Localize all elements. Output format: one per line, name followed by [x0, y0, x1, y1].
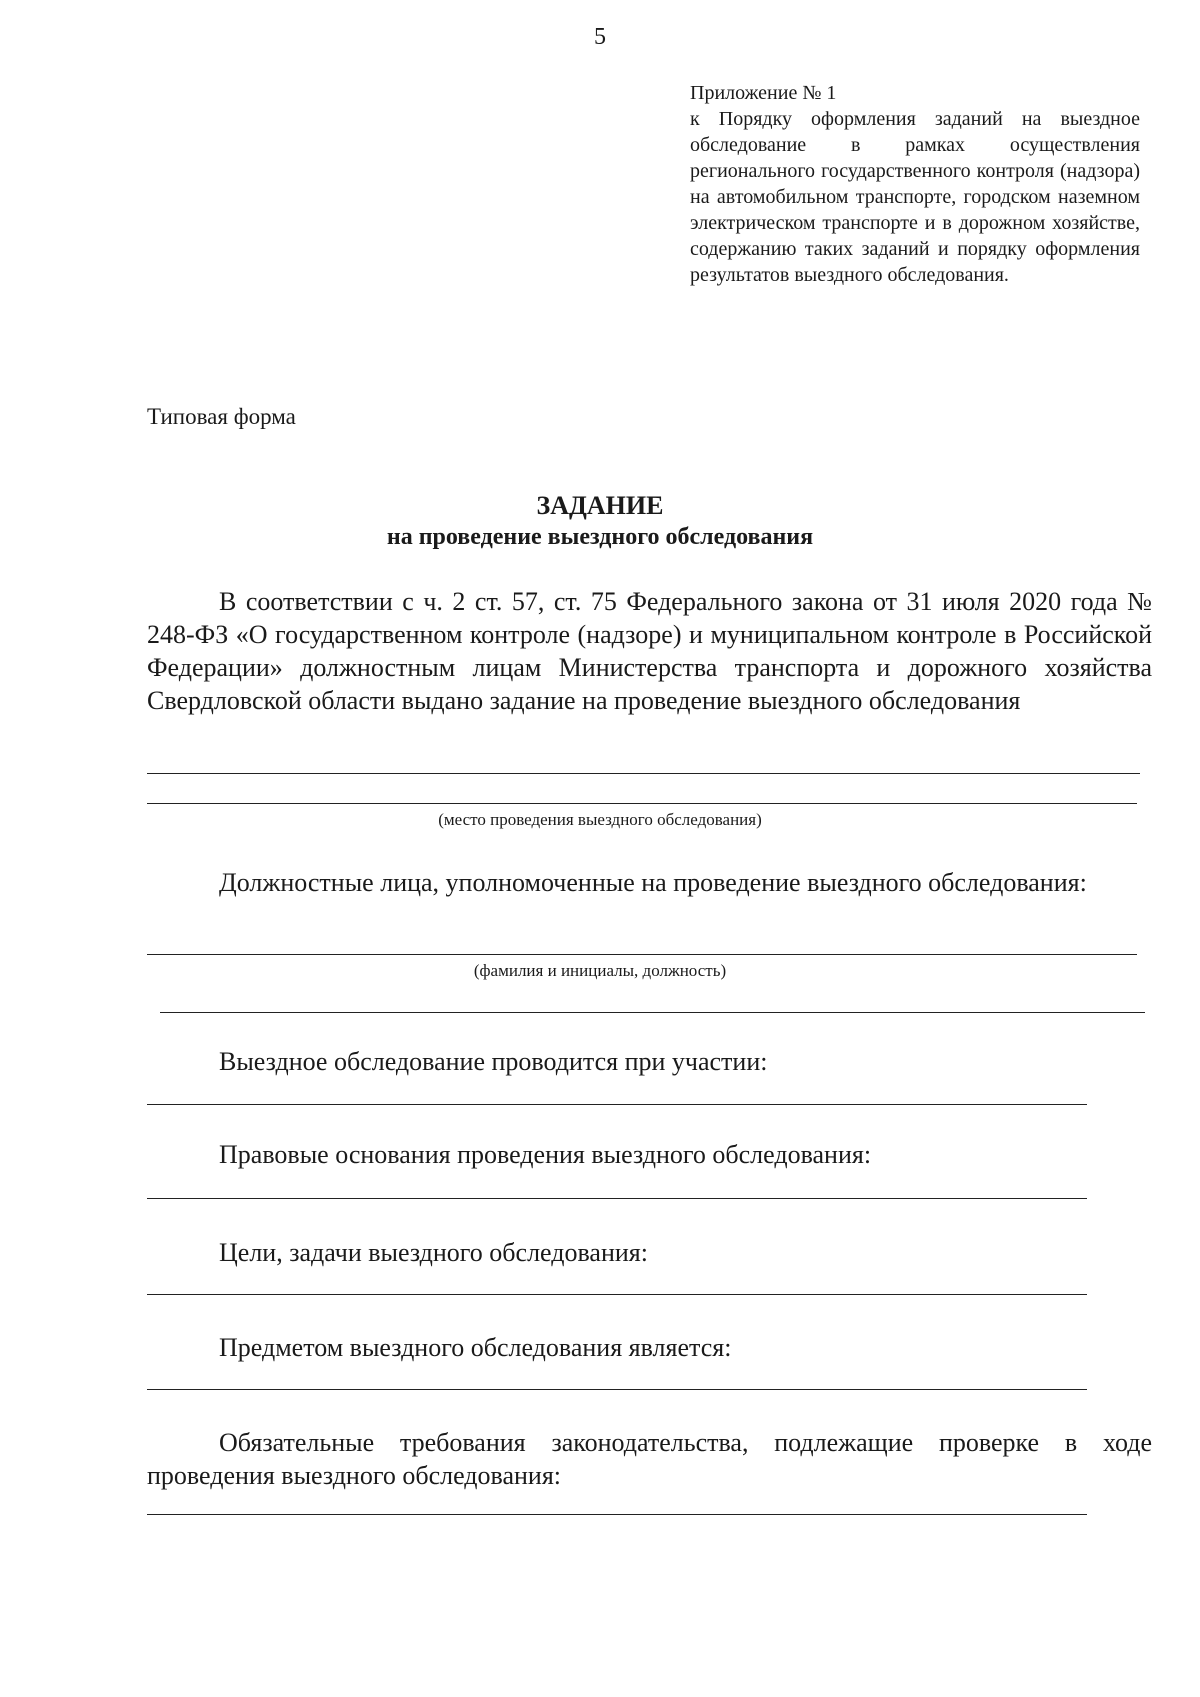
form-type-label: Типовая форма	[147, 404, 296, 429]
legal-basis-label: Правовые основания проведения выездного обследования:	[219, 1140, 872, 1169]
participation-line[interactable]	[147, 1104, 1087, 1105]
goals-label: Цели, задачи выездного обследования:	[219, 1238, 648, 1267]
location-line-2[interactable]	[147, 803, 1137, 804]
requirements-line[interactable]	[147, 1514, 1087, 1515]
location-caption: (место проведения выездного обследования)	[438, 810, 762, 829]
subject-line[interactable]	[147, 1389, 1087, 1390]
participation-label: Выездное обследование проводится при участии:	[219, 1047, 768, 1076]
legal-basis-line[interactable]	[147, 1198, 1087, 1199]
officials-line-2[interactable]	[160, 1012, 1145, 1013]
page-number: 5	[594, 24, 606, 50]
document-title: ЗАДАНИЕ	[536, 491, 664, 520]
appendix-text: к Порядку оформления заданий на выездное обследование в рамках осуществления регионального государственного контроля (надзора) на автомобильном транспорте, городском наземном электрическом транспорте и в дорожном хозяйстве, содержанию таких заданий и порядку оформления результатов выездного обследования.	[690, 108, 1140, 286]
appendix-title: Приложение № 1	[690, 82, 837, 104]
officials-label: Должностные лица, уполномоченные на проведение выездного обследования:	[219, 868, 1087, 897]
intro-paragraph: В соответствии с ч. 2 ст. 57, ст. 75 Федерального закона от 31 июля 2020 года № 248-ФЗ «О государственном контроле (надзоре) и муниципальном контроле в Российской Федерации» должностным лицам Министерства транспорта и дорожного хозяйства Свердловской области выдано задание на проведение выездного обследования	[147, 587, 1152, 715]
document-subtitle: на проведение выездного обследования	[386, 524, 814, 550]
officials-line-1[interactable]	[147, 954, 1137, 955]
officials-caption: (фамилия и инициалы, должность)	[473, 961, 727, 980]
goals-line[interactable]	[147, 1294, 1087, 1295]
subject-label: Предметом выездного обследования является:	[219, 1333, 732, 1362]
requirements-label: Обязательные требования законодательства, подлежащие проверке в ходе проведения выездного обследования:	[147, 1428, 1152, 1490]
location-line-1[interactable]	[147, 773, 1140, 774]
appendix-block	[690, 80, 1140, 288]
